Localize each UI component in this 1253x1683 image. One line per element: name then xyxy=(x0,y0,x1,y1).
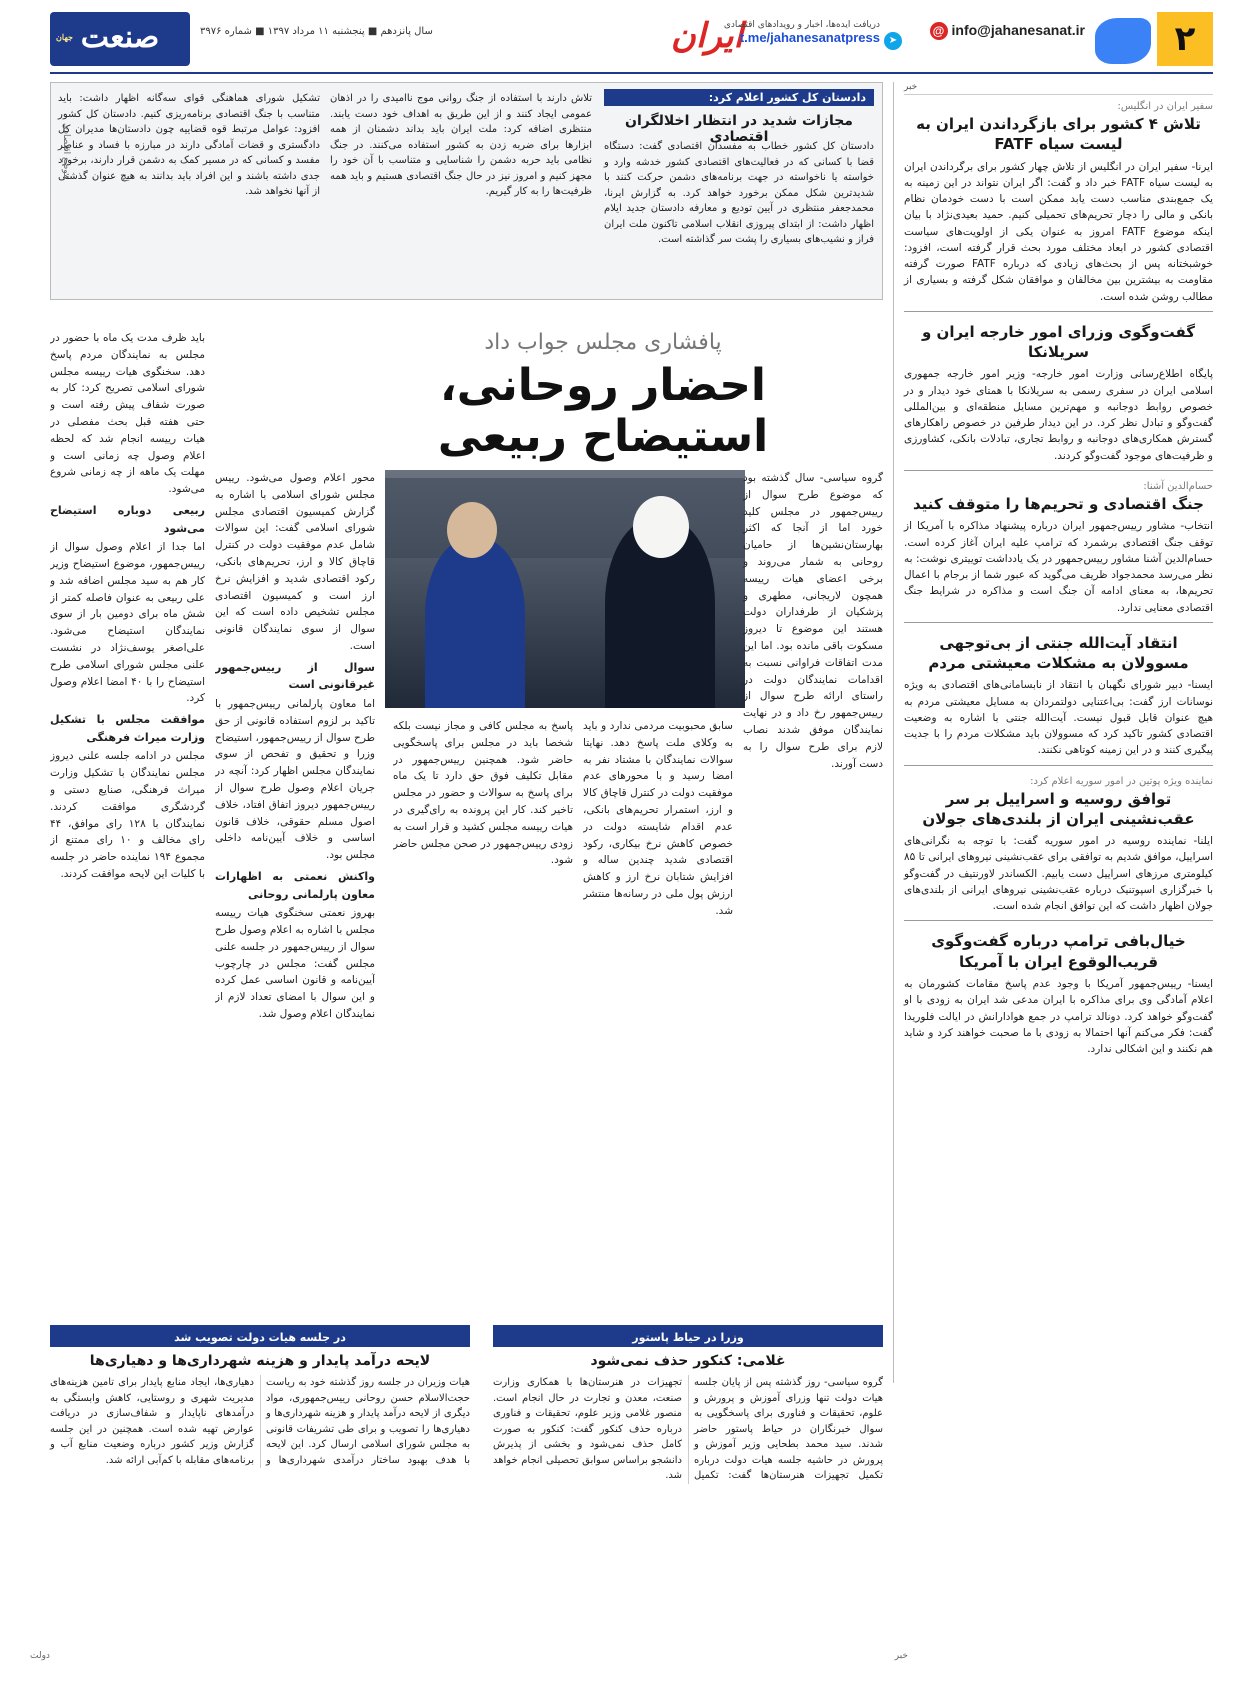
issue-info: سال پانزدهم ■ پنجشنبه ۱۱ مرداد ۱۳۹۷ ■ شماره ۳۹۷۶ xyxy=(200,26,433,37)
bottom-news-left xyxy=(50,1325,470,1655)
sidebar-news-item xyxy=(904,322,1213,471)
email-address[interactable] xyxy=(930,22,1085,40)
article-subheading: واکنش نعمتی به اظهارات معاون پارلمانی روحانی xyxy=(215,869,375,901)
article-column xyxy=(215,470,375,1310)
news-kicker: سفیر ایران در انگلیس: xyxy=(1117,101,1213,112)
news-kicker: نماینده ویژه پوتین در امور سوریه اعلام کرد: xyxy=(1030,775,1213,787)
bottom-title: لایحه درآمد پایدار و هزینه شهرداری‌ها و دهیاری‌ها xyxy=(89,1353,431,1369)
editorial-kicker: دادستان کل کشور اعلام کرد: xyxy=(604,89,874,106)
sidebar-news-item xyxy=(904,776,1213,922)
news-kicker: حسام‌الدین آشنا: xyxy=(1143,480,1213,492)
article-column xyxy=(393,718,573,1310)
logo-text: صنعت xyxy=(80,20,160,55)
article-subheading: ربیعی دوباره استیضاح می‌شود xyxy=(50,503,205,535)
article-photo xyxy=(385,470,745,708)
article-column xyxy=(583,718,733,1310)
sidebar-label: خبر xyxy=(904,82,1213,95)
bottom-title: غلامی: کنکور حذف نمی‌شود xyxy=(590,1353,786,1369)
news-title: توافق روسیه و اسراییل بر سر عقب‌نشینی ایران از بلندی‌های جولان xyxy=(922,789,1195,828)
news-sidebar xyxy=(893,82,1213,1383)
article-text: اما معاون پارلمانی رییس‌جمهور با تاکید بر لزوم استفاده قانونی از حق طرح سوال از رییس‌جمهور، استیضاح وزرا و تحقیق و تفحص از سوی نمایندگان مجلس اظهار کرد: آنچه در جریان اعلام وصول طرح سوال از رییس‌جمهور دیروز اتفاق افتاد، خلاف اصول مسلم حقوقی، خلاف قانون اساسی و خلاف آیین‌نامه داخلی مجلس بود. xyxy=(215,697,375,862)
telegram-caption: دریافت ایده‌ها، اخبار و رویدادهای اقتصادی xyxy=(723,20,880,30)
news-title: گفت‌وگوی وزرای امور خارجه ایران و سریلانکا xyxy=(921,322,1196,362)
article-text: محور اعلام وصول می‌شود. رییس مجلس شورای اسلامی با اشاره به گزارش کمیسیون اقتصادی مجلس شورای اسلامی گفت: این سوالات شامل عدم موفقیت دولت در کنترل قاچاق کالا و ارز، تحریم‌های بانکی، رکود اقتصادی شدید و افزایش نرخ ارز است و کمیسیون اقتصادی مجلس تشخیص داده است که این سوال از سوی نمایندگان قانونی است. xyxy=(215,472,375,652)
editorial-vertical-label: موضع اقتصادی xyxy=(61,123,71,179)
email-text: info@jahanesanat.ir xyxy=(951,22,1085,38)
article-headline: احضار روحانی، استیضاح ربیعی xyxy=(437,360,769,462)
sidebar-news-item xyxy=(904,633,1213,766)
telegram-promo[interactable] xyxy=(680,20,898,46)
article-column xyxy=(743,470,883,1310)
bottom-kicker: وزرا در حیاط پاستور xyxy=(493,1328,883,1347)
news-title: جنگ اقتصادی و تحریم‌ها را متوقف کنید xyxy=(912,494,1204,513)
article-subheading: سوال از رییس‌جمهور غیرقانونی است xyxy=(215,660,375,692)
newspaper-logo xyxy=(50,12,190,66)
article-subheading: موافقت مجلس با تشکیل وزارت میراث فرهنگی xyxy=(50,713,205,744)
article-text: باید ظرف مدت یک ماه با حضور در مجلس به نمایندگان مردم پاسخ دهد. سخنگوی هیات رییسه مجلس شورای اسلامی تصریح کرد: کار به صورت شفاف پیش رفته است و حتی هفته قبل بحث مفصلی در هیات رییسه انجام شد که لحظه اعلام وصول چه زمانی است و مهلت یک ماهه از چه زمانی شروع می‌شود. xyxy=(50,332,205,496)
page-header xyxy=(50,12,1213,74)
editorial-box xyxy=(50,82,883,300)
email-icon: @ xyxy=(930,22,948,40)
article-text: پاسخ به مجلس کافی و مجاز نیست بلکه شخصا باید در مجلس برای پاسخگویی حاضر شود. همچنین رییس‌جمهور در مقابل تکلیف فوق حق دارد تا یک ماه برای پاسخ به سوالات و حضور در مجلس تاخیر کند. کار این پرونده به رای‌گیری در هیات رییسه مجلس کشید و قرار است به زودی رییس‌جمهور در صحن مجلس حاضر شود. xyxy=(393,720,573,867)
article-subhead: پافشاری مجلس جواب داد xyxy=(484,330,722,355)
bottom-body: هیات وزیران در جلسه روز گذشته خود به ریاست حجت‌الاسلام حسن روحانی رییس‌جمهوری، مواد دیگری از لایحه درآمد پایدار و هزینه شهرداری‌ها و دهیاری‌ها را تصویب و برای طی تشریفات قانونی به مجلس شورای اسلامی ارسال کرد. این لایحه با هدف بهبود ساختار درآمدی شهرداری‌ها و دهیاری‌ها، ایجاد منابع پایدار برای تامین هزینه‌های مدیریت شهری و روستایی، کاهش وابستگی به درآمدهای ناپایدار و شفاف‌سازی در دریافت عوارض تهیه شده است. همچنین در این جلسه گزارش وزیر کشور درباره وضعیت منابع آب و برنامه‌های مقابله با کم‌آبی ارائه شد. xyxy=(50,1377,470,1466)
news-body: انتخاب- مشاور رییس‌جمهور ایران درباره پیشنهاد مذاکره با آمریکا از توقف جنگ اقتصادی برشمرد که ترامپ علیه ایران آغاز کرده است. حسام‌الدین آشنا مشاور رییس‌جمهور در یک یادداشت توییتری نوشت: به نظر می‌رسد محمدجواد ظریف می‌گوید که عبور شما از برجام با اعمال تحریم‌ها، به معنای ادامه آن جنگ است و مذاکره در شرایط جنگ اقتصادی معنایی ندارد. xyxy=(904,520,1213,614)
bottom-kicker: در جلسه هیات دولت تصویب شد xyxy=(50,1328,470,1347)
logo-subtext: جهان xyxy=(56,32,73,42)
editorial-column: تلاش دارند با استفاده از جنگ روانی موج ناامیدی را در اذهان عمومی ایجاد کنند و از این طریق به اهداف خود دست یابند. منتظری اضافه کرد: ملت ایران باید بداند دشمنان از همه ابزارها برای ضربه زدن به کشور استفاده می‌کنند. در جنگ نظامی باید حربه دشمن را شناسایی و متناسب با آن خود را مجهز کنیم و امروز نیز در حال جنگ اقتصادی هستیم و باید همه ظرفیت‌ها را به کار گیریم. xyxy=(330,93,592,197)
telegram-icon: ➤ xyxy=(884,32,902,50)
news-body: ایلنا- نماینده روسیه در امور سوریه گفت: با توجه به نگرانی‌های اسراییل، موافق شدیم به توافقی برای عقب‌نشینی نیروهای ایرانی تا ۸۵ کیلومتری مرزهای اسراییل دست یابیم. الکساندر لاورنتیف در گفت‌وگو با خبرگزاری اسپوتنیک درباره عقب‌نشینی نیروهای ایرانی از بلندی‌های جولان اظهار داشت که این توافق انجام شده است. xyxy=(904,835,1213,913)
bottom-body: گروه سیاسی- روز گذشته پس از پایان جلسه هیات دولت تنها وزرای آموزش و پرورش و علوم، تحقیقات و فناوری برای پاسخگویی به سوال خبرنگاران در حیاط پاستور حاضر شدند. سید محمد بطحایی وزیر آموزش و پرورش در حاشیه جلسه هیات دولت درباره تکمیل تجهیزات هنرستان‌ها گفت: تکمیل تجهیزات در هنرستان‌ها با همکاری وزارت صنعت، معدن و تجارت در حال انجام است. منصور غلامی وزیر علوم، تحقیقات و فناوری درباره حذف کنکور گفت: کنکور به صورت کامل حذف نمی‌شود و بخشی از پذیرش دانشجو براساس سوابق تحصیلی انجام خواهد شد. xyxy=(493,1377,883,1481)
footer-label: دولت xyxy=(30,1651,50,1661)
news-title: انتقاد آیت‌الله جنتی از بی‌توجهی مسوولان به مشکلات معیشتی مردم xyxy=(928,633,1189,673)
news-body: ایسنا- دبیر شورای نگهبان با انتقاد از نابسامانی‌های اقتصادی به ویژه نوسانات ارز گفت: بی‌اعتنایی دولتمردان به مسایل معیشتی مردم به هیچ عنوان قابل قبول نیست. آیت‌الله جنتی با اشاره به وضعیت اقتصادی کشور تاکید کرد که مسوولان باید مشکلات مردم را با جدیت پیگیری کنند و در این زمینه کوتاهی نکنند. xyxy=(904,679,1213,757)
section-title: ایران xyxy=(670,16,743,56)
sidebar-news-item xyxy=(904,931,1213,1063)
sidebar-news-item xyxy=(904,481,1213,623)
news-body: پایگاه اطلاع‌رسانی وزارت امور خارجه- وزیر امور خارجه جمهوری اسلامی ایران در سفری رسمی به سریلانکا با همتای خود دیدار و در خصوص روابط دوجانبه و مهم‌ترین مسایل منطقه‌ای و بین‌المللی گفت‌وگو و تبادل نظر کرد. در این دیدار طرفین در خصوص راهکارهای گسترش همکاری‌های دوجانبه و روابط تجاری، تبادلات بانکی، کشاورزی و ظرفیت‌های موجود گفت‌وگو کردند. xyxy=(904,368,1213,462)
news-body: ایسنا- رییس‌جمهور آمریکا با وجود عدم پاسخ مقامات کشورمان به اعلام آمادگی وی برای مذاکره با ایران مدعی شد ایران به زودی با او گفت‌وگو خواهد کرد. دونالد ترامپ در جمع هوادارانش در ایالت فلوریدا گفت: فکر می‌کنم آنها احتمالا به زودی با ما صحبت خواهند کرد و شاید هم نکنند و این اشکالی ندارد. xyxy=(904,977,1213,1056)
article-column xyxy=(50,330,205,1310)
footer-label: خبر xyxy=(894,1651,908,1661)
article-text: گروه سیاسی- سال گذشته بود که موضوع طرح سوال از رییس‌جمهور در مجلس کلید خورد اما از آنجا که اکثر بهارستان‌نشین‌ها از حامیان روحانی به شمار می‌روند و برخی اعضای هیات رییسه همچون لاریجانی، مطهری و پزشکیان از طرفداران دولت هستند این موضوع تا دیروز مسکوت باقی مانده بود. اما این مدت اتفاقات فراوانی نسبت به اقدامات نمایندگان دولت در راستای ارائه طرح سوال از رییس‌جمهور رخ داد و در نهایت نمایندگان موفق شدند نصاب لازم برای طرح سوال را به دست آورند. xyxy=(743,472,883,770)
photo-person-left xyxy=(425,538,525,708)
article-text: بهروز نعمتی سخنگوی هیات رییسه مجلس با اشاره به اعلام وصول طرح سوال از رییس‌جمهور در جلسه علنی مجلس گفت: مجلس در چارچوب آیین‌نامه و قانون اساسی عمل کرده و این سوال با امضای تعداد لازم از نمایندگان اعلام وصول شد. xyxy=(215,907,375,1020)
page-number: ۲ xyxy=(1157,12,1213,66)
news-title: تلاش ۴ کشور برای بازگرداندن ایران به لیست سیاه FATF xyxy=(916,115,1201,154)
editorial-column: دادستان کل کشور خطاب به مفسدان اقتصادی گفت: دستگاه قضا با کسانی که در فعالیت‌های اقتصادی کشور خدشه وارد و خواسته یا ناخواسته در جهت برنامه‌های دشمن حرکت کنند با شدیدترین شکل ممکن برخورد خواهد کرد. به گزارش ایرنا، محمدجعفر منتظری در آیین تودیع و معارفه دادستان جدید ایلام اظهار داشت: از ابتدای پیروزی انقلاب اسلامی تاکنون ملت ایران فراز و نشیب‌های بسیاری را پشت سر گذاشته است. xyxy=(604,141,874,245)
iran-map-icon xyxy=(1095,18,1151,64)
bottom-news-right xyxy=(493,1325,883,1655)
editorial-column: تشکیل شورای هماهنگی قوای سه‌گانه اظهار داشت: باید متناسب با جنگ اقتصادی برنامه‌ریزی کنیم. دادستان کل کشور افزود: عوامل مرتبط قوه قضاییه چون دادستان‌ها مدیران کل دادگستری و قضات آمادگی دارند در مبارزه با فساد و عناصر مفسد و کسانی که در مسیر کمک به دشمن قرار دارند، برخورد جدی داشته باشند و این افراد باید بدانند به هیچ عنوان گذشتی از آنها نخواهد شد. xyxy=(58,93,320,197)
news-title: خیال‌بافی ترامپ درباره گفت‌وگوی قریب‌الوقوع ایران با آمریکا xyxy=(931,932,1186,971)
telegram-link[interactable]: t.me/jahanesanatpress xyxy=(739,30,880,45)
article-text: سابق محبوبیت مردمی ندارد و باید به وکلای ملت پاسخ دهد. نهایتا سوالات نمایندگان با مشتاد نفر به امضا رسید و با محورهای عدم موفقیت دولت در کنترل قاچاق کالا و ارز، استمرار تحریم‌های بانکی، عدم اقدام شایسته دولت در خصوص کاهش نرخ بیکاری، رکود اقتصادی شدید چندین ساله و افزایش شتابان نرخ ارز و کاهش ارزش پول ملی در رسانه‌ها منتشر شد. xyxy=(583,720,733,917)
photo-person-right-head xyxy=(633,496,689,558)
sidebar-news-item xyxy=(904,101,1213,312)
article-text: اما جدا از اعلام وصول سوال از رییس‌جمهور، موضوع استیضاح وزیر کار هم به سید مجلس اضافه شد و علی ربیعی به عنوان فاصله کمتر از شش ماه برای دومین بار از سوی نمایندگان استیضاح می‌شود. علی‌اصغر یوسف‌نژاد در نشست علنی مجلس شورای اسلامی طرح استیضاح را با ۴۰ امضا اعلام وصول کرد. xyxy=(50,541,205,705)
article-text: مجلس در ادامه جلسه علنی دیروز مجلس نمایندگان با تشکیل وزارت میراث فرهنگی، صنایع دستی و گردشگری موافقت کردند. نمایندگان با ۱۲۸ رای موافق، ۴۴ رای مخالف و ۱۰ رای ممتنع از مجموع ۱۹۴ نماینده حاضر در جلسه با کلیات این لایحه موافقت کردند. xyxy=(50,750,205,880)
news-body: ایرنا- سفیر ایران در انگلیس از تلاش چهار کشور برای برگرداندن ایران به لیست سیاه FATF خبر داد و گفت: اگر ایران نتواند در این زمینه به یک جمع‌بندی مناسب دست یابد ممکن است با دست خودمان نظام بانکی و مالی را دچار تحریم‌های تحمیلی کنیم. حمید بعیدی‌نژاد با بیان اینکه موضوع FATF امروز به عنوان یکی از اولویت‌های سیاست اقتصادی کشور در ابعاد مختلف مورد بحث قرار گرفته است، افزود: خوشبختانه پس از بحث‌های زیادی که درباره FATF صورت گرفته مقاومت به بیشترین بین مخالفان و موافقان شکل گرفته و بسیاری از مطالب روشن شده است. xyxy=(904,160,1214,303)
photo-person-left-head xyxy=(447,502,497,558)
editorial-title: مجازات شدید در انتظار اخلالگران اقتصادی xyxy=(625,113,853,145)
